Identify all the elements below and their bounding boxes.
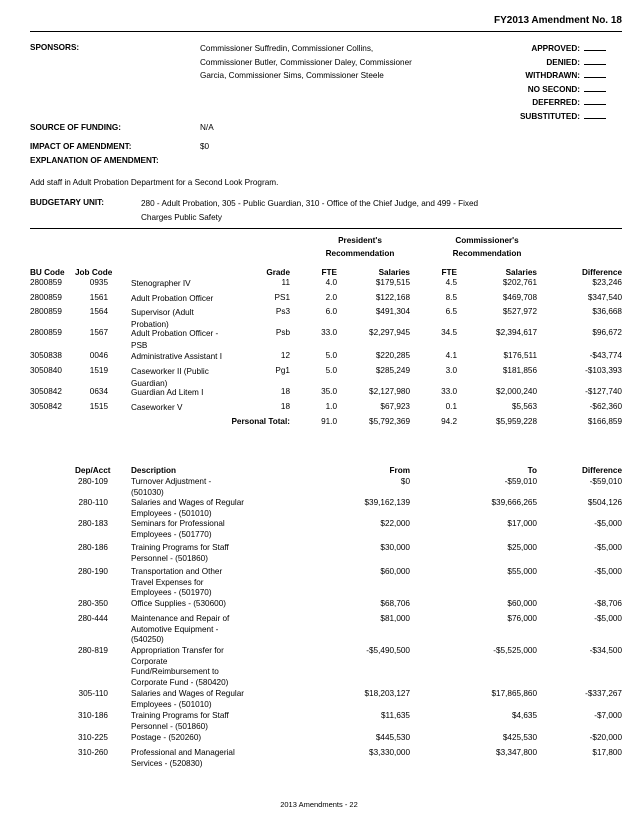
difference-cell: $347,540 [587, 293, 622, 302]
fte-commissioner-cell: 33.0 [441, 387, 457, 396]
difference-cell: $23,246 [592, 278, 622, 287]
description-line: Professional and Managerial [131, 748, 235, 757]
description-line: Turnover Adjustment - [131, 477, 212, 486]
fte-president-cell: 5.0 [325, 366, 337, 375]
sponsors-list [200, 42, 412, 83]
status-blank [584, 84, 606, 92]
grade-cell: Pg1 [275, 366, 290, 375]
difference-cell: -$62,360 [589, 402, 622, 411]
status-blank [584, 97, 606, 105]
salaries-president-cell: $220,285 [375, 351, 410, 360]
description-line: Travel Expenses for [131, 577, 204, 587]
commissioners-group-subheader: Recommendation [452, 249, 522, 258]
job-title-cell: Caseworker II (Public Guardian) [131, 367, 209, 388]
dep-acct-cell: 280-350 [77, 599, 108, 608]
to-cell: $17,000 [507, 519, 537, 528]
to-cell: $55,000 [507, 567, 537, 576]
from-cell: $0 [400, 477, 410, 486]
salaries-commissioner-cell: $2,000,240 [496, 387, 537, 396]
description-cell [131, 733, 201, 744]
dep-acct-cell: 310-260 [77, 748, 108, 757]
from-cell: $11,635 [381, 711, 410, 720]
description-cell [131, 477, 211, 498]
impact-label: IMPACT OF AMENDMENT: [30, 142, 132, 151]
from-cell: $22,000 [380, 519, 410, 528]
from-cell: $81,000 [380, 614, 410, 623]
to-cell: $17,865,860 [491, 689, 537, 698]
grade-cell: 18 [280, 387, 290, 396]
job-code-cell: 1515 [89, 402, 108, 411]
from-cell: -$5,490,500 [366, 646, 410, 655]
bu-code-cell: 2800859 [30, 278, 62, 287]
salaries-president-cell: $2,127,980 [369, 387, 410, 396]
description-line: Personnel - (501860) [131, 553, 208, 563]
description-line: Services - (520830) [131, 758, 203, 768]
description-line: Personnel - (501860) [131, 721, 208, 731]
col-grade: Grade [266, 268, 290, 277]
description-line: Transportation and Other [131, 567, 223, 576]
salaries-commissioner-cell: $181,856 [502, 366, 537, 375]
description-cell [131, 614, 229, 646]
status-label: WITHDRAWN: [525, 71, 580, 80]
fte-commissioner-cell: 6.5 [445, 307, 457, 316]
to-cell: $3,347,800 [496, 748, 537, 757]
difference-cell: -$103,393 [585, 366, 622, 375]
bu-code-cell: 3050838 [30, 351, 62, 360]
description-line: Corporate Fund - (580420) [131, 677, 229, 687]
divider-middle [30, 228, 622, 229]
col-job-code: Job Code [75, 268, 113, 277]
personal-total-label: Personal Total: [231, 417, 290, 426]
funding-value: N/A [200, 123, 214, 132]
dep-acct-cell: 280-109 [77, 477, 108, 486]
dep-acct-cell: 280-190 [77, 567, 108, 576]
fte-commissioner-cell: 0.1 [445, 402, 457, 411]
description-line: Appropriation Transfer for [131, 646, 224, 655]
presidents-group-header: President's [338, 236, 382, 245]
dep-acct-cell: 280-110 [78, 498, 108, 507]
description-line: Training Programs for Staff [131, 711, 229, 720]
status-label: APPROVED: [531, 44, 580, 53]
job-code-cell: 1567 [89, 328, 108, 337]
job-code-cell: 1564 [89, 307, 108, 316]
fte-president-cell: 35.0 [321, 387, 337, 396]
explanation-label: EXPLANATION OF AMENDMENT: [30, 156, 159, 165]
status-checklist [480, 42, 606, 123]
job-title-cell: Adult Probation Officer - PSB [131, 329, 219, 350]
description-cell [131, 498, 244, 519]
salaries-president-cell: $179,515 [375, 278, 410, 287]
difference-cell: $36,668 [592, 307, 622, 316]
description-line: Employees - (501770) [131, 529, 212, 539]
description-line: Postage - (520260) [131, 733, 202, 742]
to-cell: $4,635 [511, 711, 537, 720]
col-acct-difference: Difference [581, 466, 622, 475]
total-salaries-president: $5,792,369 [369, 417, 410, 426]
total-difference: $166,859 [587, 417, 622, 426]
description-cell [131, 519, 225, 540]
job-title-cell: Administrative Assistant I [131, 352, 223, 361]
grade-cell: 18 [280, 402, 290, 411]
col-description: Description [131, 466, 177, 475]
dep-acct-cell: 280-444 [77, 614, 108, 623]
description-line: Training Programs for Staff [131, 543, 229, 552]
from-cell: $30,000 [380, 543, 410, 552]
to-cell: $76,000 [507, 614, 537, 623]
acct-difference-cell: -$5,000 [594, 614, 622, 623]
fte-commissioner-cell: 4.5 [445, 278, 457, 287]
description-line: Maintenance and Repair of [131, 614, 230, 623]
salaries-president-cell: $285,249 [375, 366, 410, 375]
col-to: To [527, 466, 537, 475]
from-cell: $39,162,139 [364, 498, 410, 507]
job-code-cell: 1561 [89, 293, 108, 302]
description-line: Automotive Equipment - [131, 624, 219, 634]
col-bu-code: BU Code [30, 268, 65, 277]
fte-commissioner-cell: 34.5 [441, 328, 457, 337]
status-deferred [480, 96, 606, 110]
bu-code-cell: 3050842 [30, 387, 62, 396]
status-blank [584, 43, 606, 51]
acct-difference-cell: -$7,000 [594, 711, 622, 720]
description-cell [131, 748, 235, 769]
impact-value: $0 [200, 142, 210, 151]
status-blank [584, 57, 606, 65]
salaries-commissioner-cell: $469,708 [502, 293, 537, 302]
job-title-cell: Adult Probation Officer [131, 294, 214, 303]
fte-president-cell: 33.0 [321, 328, 337, 337]
budgetary-line: 280 - Adult Probation, 305 - Public Guardian, 310 - Office of the Chief Judge, and 499 - Fixed [141, 199, 479, 208]
difference-cell: $96,672 [592, 328, 622, 337]
description-line: Corporate [131, 656, 168, 666]
status-approved [480, 42, 606, 56]
to-cell: $39,666,265 [491, 498, 537, 507]
bu-code-cell: 2800859 [30, 293, 62, 302]
bu-code-cell: 3050842 [30, 402, 62, 411]
status-label: DEFERRED: [532, 98, 580, 107]
acct-difference-cell: -$5,000 [594, 519, 622, 528]
dep-acct-cell: 280-186 [77, 543, 108, 552]
bu-code-cell: 2800859 [30, 328, 62, 337]
acct-difference-cell: $17,800 [592, 748, 622, 757]
total-fte-president: 91.0 [321, 417, 337, 426]
budgetary-units [141, 197, 478, 224]
col-fte-commissioner: FTE [441, 268, 457, 277]
description-line: Seminars for Professional [131, 519, 225, 528]
description-cell [131, 689, 244, 710]
commissioners-group-header: Commissioner's [455, 236, 519, 245]
acct-difference-cell: -$59,010 [589, 477, 622, 486]
dep-acct-cell: 280-819 [77, 646, 108, 655]
description-line: Employees - (501010) [131, 699, 212, 709]
salaries-president-cell: $491,304 [375, 307, 410, 316]
description-cell [131, 711, 229, 732]
acct-difference-cell: -$5,000 [594, 543, 622, 552]
fte-president-cell: 6.0 [325, 307, 337, 316]
fte-president-cell: 1.0 [325, 402, 337, 411]
dep-acct-cell: 280-183 [77, 519, 108, 528]
status-no-second [480, 83, 606, 97]
job-title-cell: Supervisor (Adult Probation) [131, 308, 194, 329]
description-line: Salaries and Wages of Regular [131, 689, 245, 698]
description-cell [131, 567, 222, 599]
difference-cell: -$127,740 [585, 387, 622, 396]
status-label: NO SECOND: [527, 84, 580, 94]
fte-commissioner-cell: 4.1 [445, 351, 457, 360]
dep-acct-cell: 310-186 [77, 711, 108, 720]
from-cell: $60,000 [380, 567, 410, 576]
acct-difference-cell: -$5,000 [594, 567, 622, 576]
fte-president-cell: 5.0 [325, 351, 337, 360]
grade-cell: 12 [280, 351, 290, 360]
salaries-commissioner-cell: $5,563 [511, 402, 537, 411]
sponsors-line: Commissioner Butler, Commissioner Daley, Commissioner [200, 57, 412, 67]
description-line: Salaries and Wages of Regular [131, 498, 245, 507]
status-blank [584, 111, 606, 119]
col-from: From [389, 466, 410, 475]
description-line: Employees - (501010) [131, 508, 212, 518]
salaries-president-cell: $67,923 [380, 402, 410, 411]
grade-cell: Psb [275, 328, 290, 337]
salaries-commissioner-cell: $527,972 [502, 307, 537, 316]
funding-label: SOURCE OF FUNDING: [30, 123, 121, 132]
salaries-commissioner-cell: $202,761 [502, 278, 537, 287]
dep-acct-cell: 305-110 [78, 689, 108, 698]
amendment-title: FY2013 Amendment No. 18 [493, 15, 622, 26]
difference-cell: -$43,774 [589, 351, 622, 360]
from-cell: $18,203,127 [364, 689, 410, 698]
dep-acct-cell: 310-225 [77, 733, 108, 742]
divider-top [30, 31, 622, 32]
acct-difference-cell: -$8,706 [594, 599, 622, 608]
salaries-president-cell: $122,168 [375, 293, 410, 302]
job-code-cell: 1519 [89, 366, 108, 375]
fte-president-cell: 4.0 [325, 278, 337, 287]
description-line: (540250) [131, 635, 164, 645]
from-cell: $3,330,000 [369, 748, 410, 757]
acct-difference-cell: -$337,267 [585, 689, 622, 698]
status-substituted [480, 110, 606, 124]
sponsors-line: Garcia, Commissioner Sims, Commissioner Steele [200, 71, 384, 80]
job-code-cell: 0046 [89, 351, 108, 360]
col-difference: Difference [581, 268, 622, 277]
total-fte-commissioner: 94.2 [441, 417, 457, 426]
fte-president-cell: 2.0 [325, 293, 337, 302]
to-cell: -$59,010 [504, 477, 537, 486]
to-cell: $60,000 [507, 599, 537, 608]
grade-cell: 11 [281, 278, 290, 287]
status-label: DENIED: [546, 57, 580, 67]
job-code-cell: 0634 [89, 387, 108, 396]
status-withdrawn [480, 69, 606, 83]
status-denied [480, 56, 606, 70]
to-cell: $425,530 [502, 733, 537, 742]
budgetary-line: Charges Public Safety [141, 212, 223, 222]
job-title-cell: Guardian Ad Litem I [131, 388, 204, 397]
job-code-cell: 0935 [89, 278, 108, 287]
presidents-group-subheader: Recommendation [325, 249, 395, 258]
sponsors-line: Commissioner Suffredin, Commissioner Collins, [200, 44, 374, 53]
description-cell [131, 646, 228, 688]
salaries-commissioner-cell: $176,511 [503, 351, 537, 360]
description-line: Employees - (501970) [131, 588, 212, 598]
description-cell [131, 543, 229, 564]
budgetary-label: BUDGETARY UNIT: [30, 198, 104, 207]
fte-commissioner-cell: 8.5 [445, 293, 457, 302]
grade-cell: PS1 [274, 293, 290, 302]
bu-code-cell: 2800859 [30, 307, 62, 316]
acct-difference-cell: -$20,000 [589, 733, 622, 742]
grade-cell: Ps3 [275, 307, 290, 316]
col-dep-acct: Dep/Acct [75, 466, 111, 475]
description-line: Office Supplies - (530600) [131, 599, 226, 608]
status-blank [584, 70, 606, 78]
from-cell: $445,530 [375, 733, 410, 742]
description-cell [131, 599, 226, 610]
salaries-commissioner-cell: $2,394,617 [496, 328, 537, 337]
sponsors-label: SPONSORS: [30, 43, 80, 52]
status-label: SUBSTITUTED: [519, 111, 580, 121]
col-salaries-commissioner: Salaries [505, 268, 537, 277]
total-salaries-commissioner: $5,959,228 [496, 417, 537, 426]
acct-difference-cell: -$34,500 [589, 646, 622, 655]
explanation-text: Add staff in Adult Probation Department for a Second Look Program. [30, 178, 279, 187]
description-line: Fund/Reimbursement to [131, 667, 219, 677]
from-cell: $68,706 [380, 599, 410, 608]
page-footer: 2013 Amendments - 22 [280, 800, 358, 809]
to-cell: -$5,525,000 [493, 646, 537, 655]
col-salaries-president: Salaries [378, 268, 410, 277]
bu-code-cell: 3050840 [30, 366, 62, 375]
col-fte-president: FTE [321, 268, 337, 277]
to-cell: $25,000 [507, 543, 537, 552]
description-line: (501030) [131, 487, 164, 497]
acct-difference-cell: $504,126 [587, 498, 622, 507]
job-title-cell: Stenographer IV [131, 279, 191, 288]
job-title-cell: Caseworker V [131, 403, 183, 412]
salaries-president-cell: $2,297,945 [369, 328, 410, 337]
fte-commissioner-cell: 3.0 [445, 366, 457, 375]
